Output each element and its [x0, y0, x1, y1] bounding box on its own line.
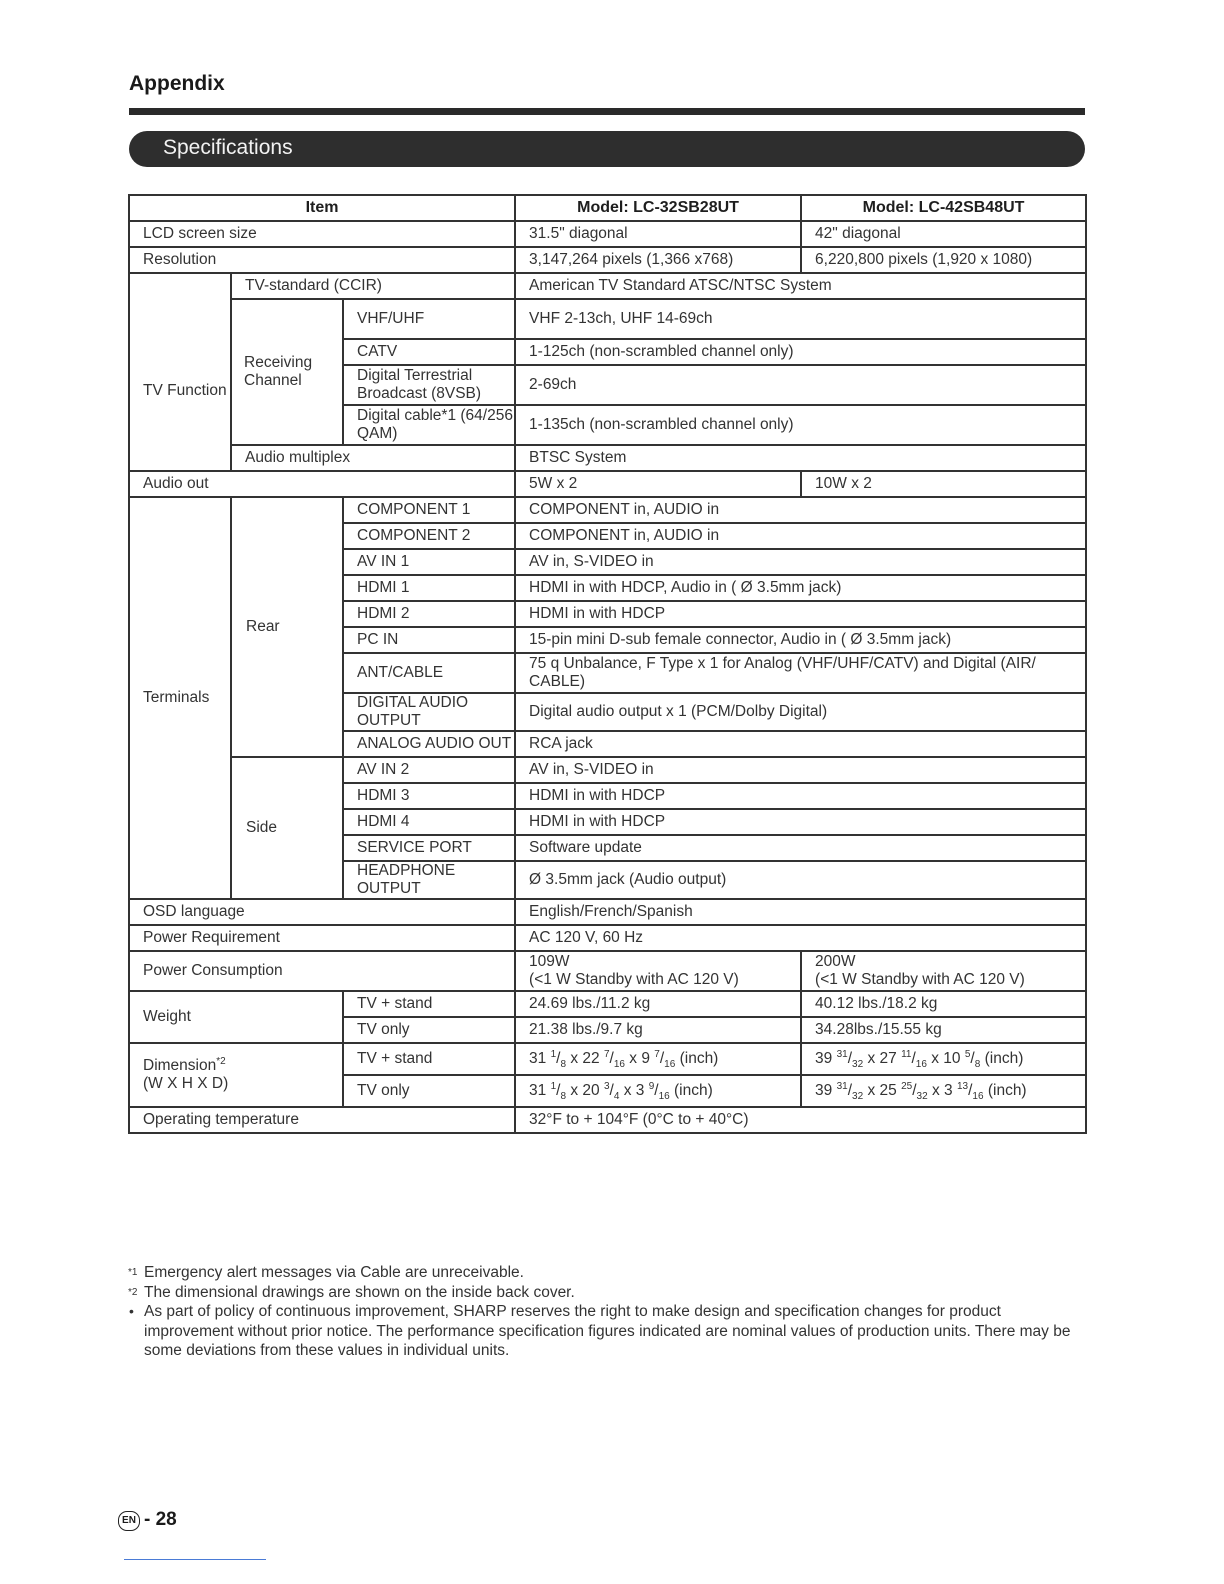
table-row [129, 273, 1086, 299]
footnote-text: As part of policy of continuous improvement, SHARP reserves the right to make design and specification changes for product improvement without prior notice. The performance specification figures indicated are nominal values of production units. There may be some deviations from these values in individual units. [144, 1303, 1071, 1359]
row-label: Audio multiplex [231, 445, 515, 471]
table-header-row [129, 195, 1086, 221]
header-item: Item [129, 195, 515, 221]
footnote-1 [128, 1263, 1088, 1283]
row-value: HDMI in with HDCP [515, 783, 1086, 809]
row-label: HDMI 1 [343, 575, 515, 601]
power-m1-line2: (<1 W Standby with AC 120 V) [529, 971, 739, 988]
dimension-group [129, 1043, 343, 1107]
table-row [129, 299, 1086, 339]
banner-title: Specifications [163, 136, 293, 159]
row-value: 75 q Unbalance, F Type x 1 for Analog (VHF/UHF/CATV) and Digital (AIR/ CABLE) [515, 653, 1086, 693]
side-group: Side [231, 757, 343, 899]
table-row [129, 221, 1086, 247]
row-label: ANT/CABLE [343, 653, 515, 693]
row-value: Software update [515, 835, 1086, 861]
dimension-label: Dimension [143, 1057, 217, 1074]
row-value [515, 951, 801, 991]
row-label: TV only [343, 1017, 515, 1043]
row-label: Digital cable*1 (64/256 QAM) [343, 405, 515, 445]
row-label: Audio out [129, 471, 515, 497]
footnote-2 [128, 1283, 1088, 1303]
footnote-bullet [128, 1302, 1088, 1361]
row-value: 2-69ch [515, 365, 1086, 405]
row-value: 42" diagonal [801, 221, 1086, 247]
power-m1-line1: 109W [529, 953, 570, 970]
row-label: LCD screen size [129, 221, 515, 247]
header-model-2: Model: LC-42SB48UT [801, 195, 1086, 221]
width-value: 31 $^1/_8$ [529, 1048, 567, 1071]
depth-value: 10 $^5/_8$ [943, 1048, 981, 1071]
row-value: AV in, S-VIDEO in [515, 757, 1086, 783]
table-row [129, 1043, 1086, 1075]
dimension-unit: (inch) [983, 1082, 1027, 1099]
table-row [129, 951, 1086, 991]
rear-group: Rear [231, 497, 343, 757]
row-value: COMPONENT in, AUDIO in [515, 497, 1086, 523]
language-badge-icon: EN [118, 1511, 140, 1531]
width-value: 31 $^1/_8$ [529, 1080, 567, 1103]
row-label: AV IN 1 [343, 549, 515, 575]
row-value: RCA jack [515, 731, 1086, 757]
row-value: Ø 3.5mm jack (Audio output) [515, 861, 1086, 899]
row-label: HEADPHONE OUTPUT [343, 861, 515, 899]
row-label: SERVICE PORT [343, 835, 515, 861]
dimension-value: 31 $^1/_8$ x 20 $^3/_4$ x 3 $^9/_{16}$ (inch) [515, 1075, 801, 1107]
row-value: AV in, S-VIDEO in [515, 549, 1086, 575]
row-label: AV IN 2 [343, 757, 515, 783]
header-model-1: Model: LC-32SB28UT [515, 195, 801, 221]
table-row [129, 757, 1086, 783]
row-value: 24.69 lbs./11.2 kg [515, 991, 801, 1017]
row-label: TV + stand [343, 991, 515, 1017]
row-value: AC 120 V, 60 Hz [515, 925, 1086, 951]
row-label: VHF/UHF [343, 299, 515, 339]
footnote-mark: *2 [128, 1286, 138, 1298]
row-label: TV-standard (CCIR) [231, 273, 515, 299]
row-label: COMPONENT 1 [343, 497, 515, 523]
row-value: HDMI in with HDCP [515, 809, 1086, 835]
row-label: DIGITAL AUDIO OUTPUT [343, 693, 515, 731]
dimension-label-2: (W X H X D) [143, 1075, 229, 1092]
footnotes [128, 1263, 1088, 1361]
row-label: HDMI 4 [343, 809, 515, 835]
row-value: American TV Standard ATSC/NTSC System [515, 273, 1086, 299]
dimension-footnote-mark: *2 [216, 1055, 226, 1067]
width-value: 39 $^{31}/_{32}$ [815, 1048, 864, 1071]
row-value: BTSC System [515, 445, 1086, 471]
dimension-unit: (inch) [675, 1050, 719, 1067]
row-value: 1-125ch (non-scrambled channel only) [515, 339, 1086, 365]
row-label: HDMI 2 [343, 601, 515, 627]
row-value: 3,147,264 pixels (1,366 x768) [515, 247, 801, 273]
row-value: 31.5" diagonal [515, 221, 801, 247]
row-value: 6,220,800 pixels (1,920 x 1080) [801, 247, 1086, 273]
width-value: 39 $^{31}/_{32}$ [815, 1080, 864, 1103]
footnote-mark: *1 [128, 1267, 138, 1278]
height-value: 20 $^3/_4$ [582, 1080, 620, 1103]
row-label: OSD language [129, 899, 515, 925]
row-value: 32°F to + 104°F (0°C to + 40°C) [515, 1107, 1086, 1133]
table-row [129, 1107, 1086, 1133]
table-row [129, 497, 1086, 523]
row-value: 21.38 lbs./9.7 kg [515, 1017, 801, 1043]
specifications-banner [129, 131, 1085, 167]
row-label: Power Consumption [129, 951, 515, 991]
depth-value: 3 $^{13}/_{16}$ [944, 1080, 984, 1103]
weight-group: Weight [129, 991, 343, 1043]
title-rule [129, 108, 1085, 115]
table-row [129, 247, 1086, 273]
row-value: HDMI in with HDCP, Audio in ( Ø 3.5mm jack) [515, 575, 1086, 601]
height-value: 25 $^{25}/_{32}$ [879, 1080, 928, 1103]
page-footer [118, 1509, 177, 1531]
row-value: COMPONENT in, AUDIO in [515, 523, 1086, 549]
row-value: VHF 2-13ch, UHF 14-69ch [515, 299, 1086, 339]
height-value: 22 $^7/_{16}$ [582, 1048, 625, 1071]
row-label: Power Requirement [129, 925, 515, 951]
table-row [129, 991, 1086, 1017]
tv-function-group: TV Function [129, 273, 231, 471]
depth-value: 9 $^7/_{16}$ [641, 1048, 676, 1071]
power-m2-line1: 200W [815, 953, 856, 970]
row-label: COMPONENT 2 [343, 523, 515, 549]
depth-value: 3 $^9/_{16}$ [635, 1080, 670, 1103]
table-row [129, 471, 1086, 497]
height-value: 27 $^{11}/_{16}$ [879, 1048, 927, 1071]
terminals-group: Terminals [129, 497, 231, 899]
row-label: Operating temperature [129, 1107, 515, 1133]
row-label: TV + stand [343, 1043, 515, 1075]
footnote-text: The dimensional drawings are shown on the inside back cover. [144, 1283, 575, 1301]
footnote-text: Emergency alert messages via Cable are unreceivable. [144, 1264, 524, 1281]
row-label: TV only [343, 1075, 515, 1107]
row-value: 5W x 2 [515, 471, 801, 497]
row-label: HDMI 3 [343, 783, 515, 809]
dimension-value: 31 $^1/_8$ x 22 $^7/_{16}$ x 9 $^7/_{16}$ (inch) [515, 1043, 801, 1075]
row-label: PC IN [343, 627, 515, 653]
row-value: HDMI in with HDCP [515, 601, 1086, 627]
dimension-unit: (inch) [980, 1050, 1024, 1067]
row-value: English/French/Spanish [515, 899, 1086, 925]
row-value: 10W x 2 [801, 471, 1086, 497]
row-value: Digital audio output x 1 (PCM/Dolby Digital) [515, 693, 1086, 731]
row-label: CATV [343, 339, 515, 365]
receiving-channel-group: Receiving Channel [231, 299, 343, 445]
row-label: ANALOG AUDIO OUT [343, 731, 515, 757]
table-row [129, 925, 1086, 951]
row-value: 34.28lbs./15.55 kg [801, 1017, 1086, 1043]
specifications-table [128, 194, 1087, 1134]
section-title: Appendix [129, 72, 225, 95]
row-label: Resolution [129, 247, 515, 273]
power-m2-line2: (<1 W Standby with AC 120 V) [815, 971, 1025, 988]
bullet-icon: • [129, 1303, 134, 1319]
table-row [129, 899, 1086, 925]
dimension-unit: (inch) [669, 1082, 713, 1099]
footer-rule [124, 1559, 266, 1560]
row-value [801, 951, 1086, 991]
row-value: 40.12 lbs./18.2 kg [801, 991, 1086, 1017]
dimension-value: 39 $^{31}/_{32}$ x 25 $^{25}/_{32}$ x 3 $^{13}/_{16}$ (inch) [801, 1075, 1086, 1107]
row-value: 1-135ch (non-scrambled channel only) [515, 405, 1086, 445]
dimension-value: 39 $^{31}/_{32}$ x 27 $^{11}/_{16}$ x 10 $^5/_8$ (inch) [801, 1043, 1086, 1075]
page-number: - 28 [144, 1509, 177, 1530]
table-row [129, 445, 1086, 471]
row-label: Digital Terrestrial Broadcast (8VSB) [343, 365, 515, 405]
row-value: 15-pin mini D-sub female connector, Audio in ( Ø 3.5mm jack) [515, 627, 1086, 653]
